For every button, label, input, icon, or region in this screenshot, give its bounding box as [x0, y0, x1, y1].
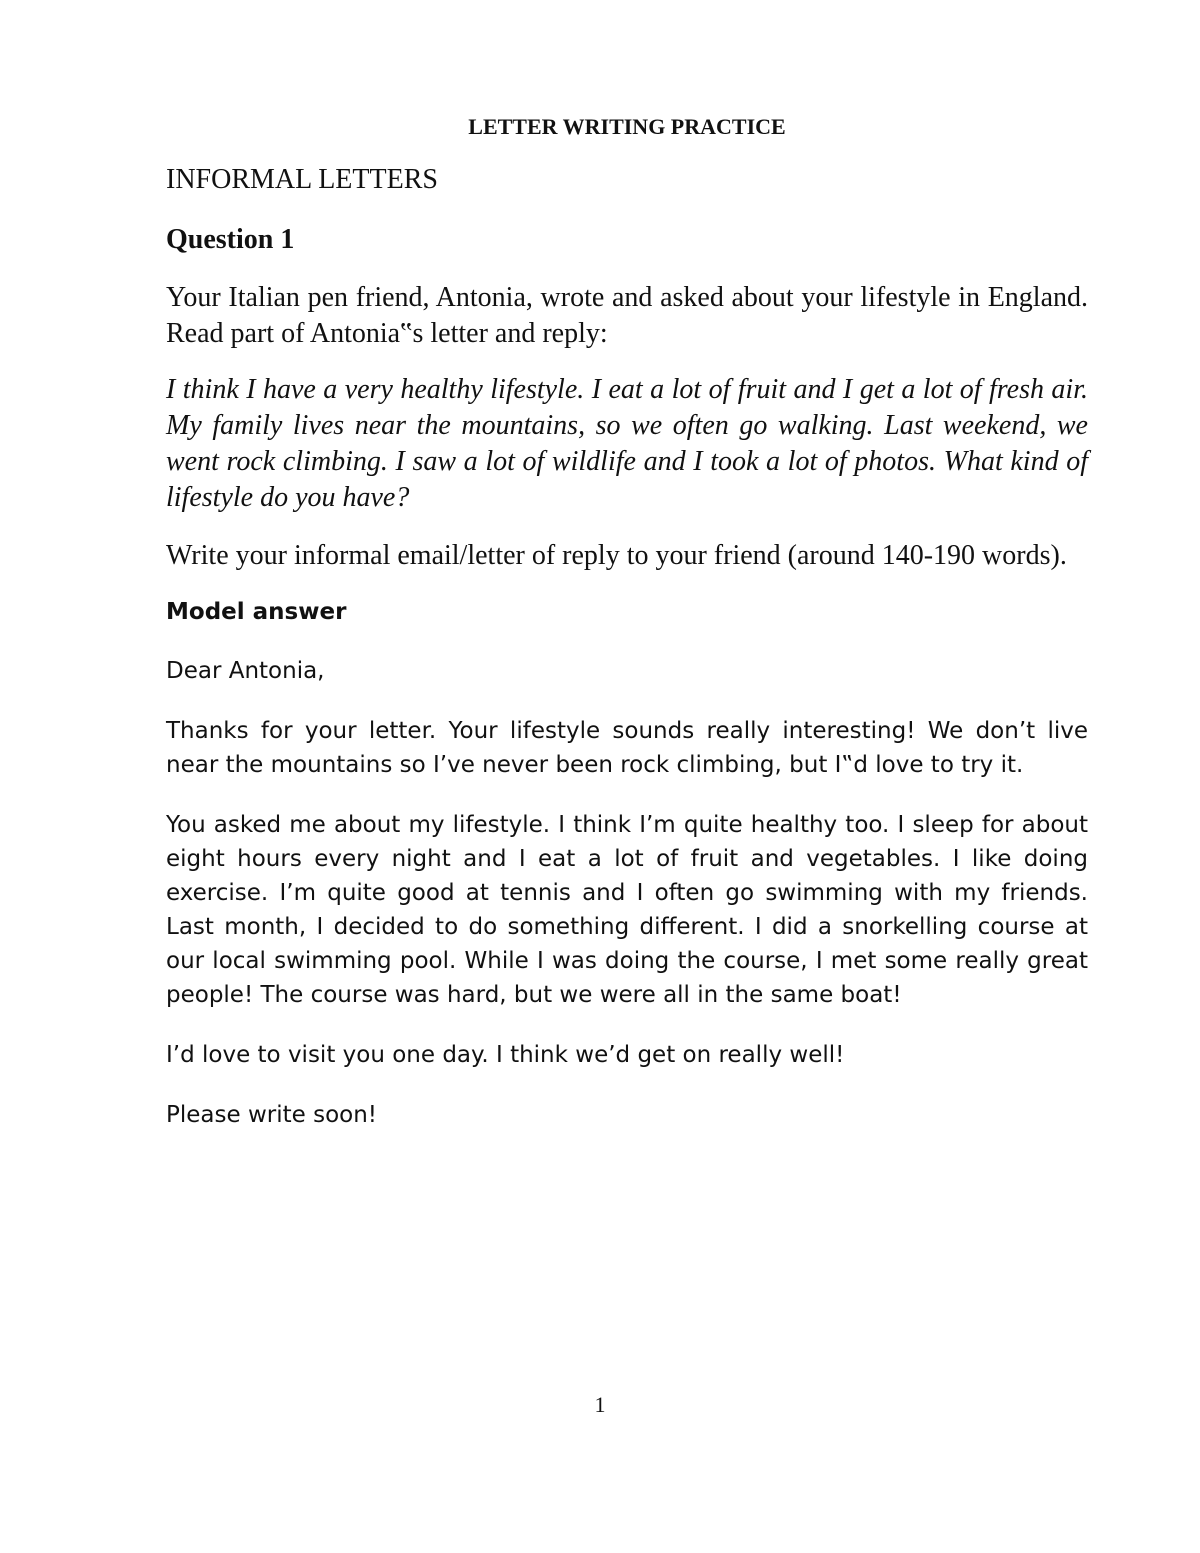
page-content: [166, 112, 1088, 1158]
letter-greeting: Dear Antonia,: [166, 658, 325, 684]
model-answer-label: Model answer: [166, 599, 347, 625]
page-number: 1: [594, 1392, 606, 1417]
question-label: Question 1: [166, 224, 295, 255]
question-prompt: Your Italian pen friend, Antonia, wrote and asked about your lifestyle in England. Read part of Antonia‟s letter and reply:: [166, 282, 1088, 349]
letter-paragraph: I’d love to visit you one day. I think we’d get on really well!: [166, 1042, 845, 1068]
friend-letter-quote: I think I have a very healthy lifestyle. I eat a lot of fruit and I get a lot of fresh air. My family lives near the mountains, so we often go walking. Last weekend, we went rock climbing. I saw a lot of wildlife and I took a lot of photos. What kind of lifestyle do you have?: [166, 374, 1088, 513]
letter-paragraph: Thanks for your letter. Your lifestyle sounds really interesting! We don’t live near the mountains so I’ve never been rock climbing, but I‟d love to try it.: [166, 718, 1088, 778]
section-heading: INFORMAL LETTERS: [166, 164, 438, 195]
letter-paragraph: You asked me about my lifestyle. I think I’m quite healthy too. I sleep for about eight hours every night and I eat a lot of fruit and vegetables. I like doing exercise. I’m quite good at tennis and I often go swimming with my friends. Last month, I decided to do something different. I did a snorkelling course at our local swimming pool. While I was doing the course, I met some really great people! The course was hard, but we were all in the same boat!: [166, 812, 1088, 1008]
letter-closing: Please write soon!: [166, 1102, 378, 1128]
document-title: LETTER WRITING PRACTICE: [468, 114, 786, 139]
task-instructions: Write your informal email/letter of reply to your friend (around 140-190 words).: [166, 540, 1067, 571]
